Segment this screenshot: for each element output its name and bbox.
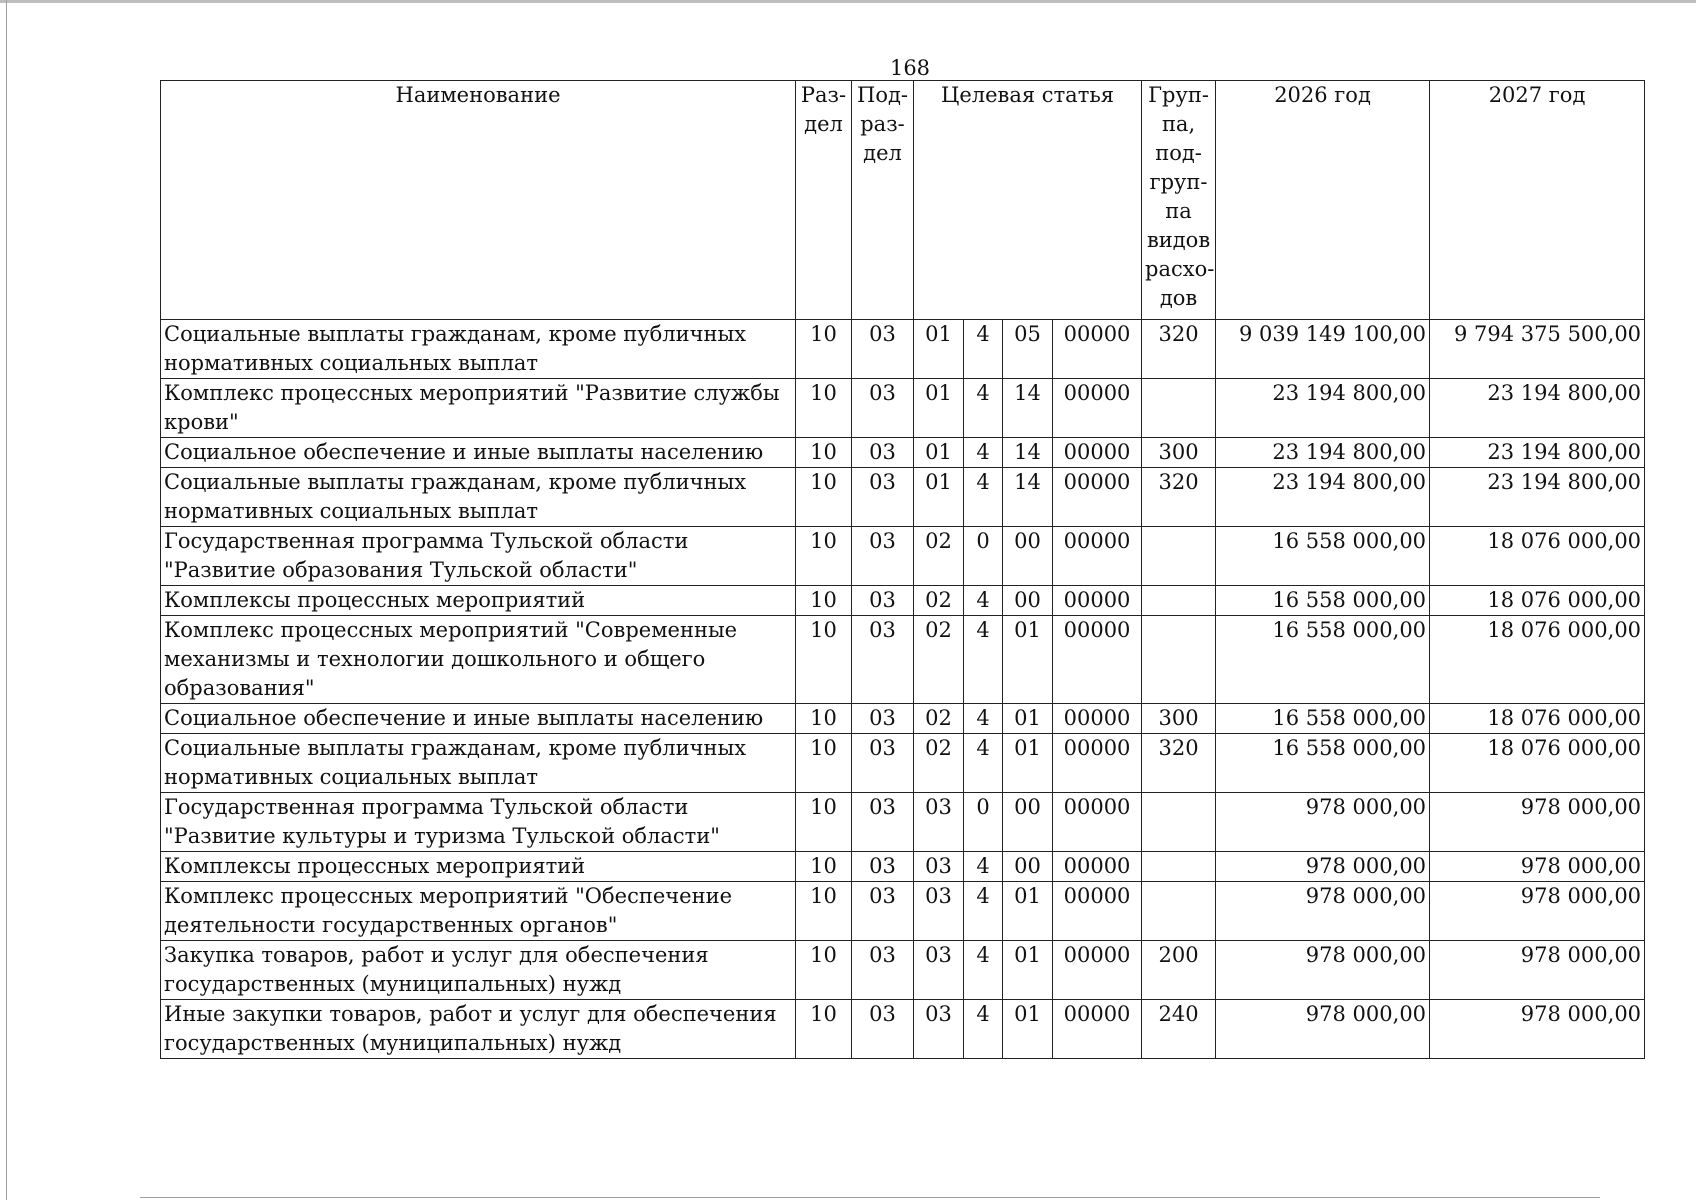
cell-expense-group <box>1142 616 1216 704</box>
header-group-line: дов <box>1159 286 1198 310</box>
cell-podrazdel: 03 <box>852 734 914 793</box>
cell-name: Социальные выплаты гражданам, кроме публичных нормативных социальных выплат <box>161 320 796 379</box>
cell-target-direction: 00000 <box>1053 734 1142 793</box>
cell-target-structure: 05 <box>1003 320 1053 379</box>
cell-target-structure: 14 <box>1003 438 1053 468</box>
cell-name: Социальные выплаты гражданам, кроме публичных нормативных социальных выплат <box>161 468 796 527</box>
cell-expense-group <box>1142 379 1216 438</box>
cell-target-direction: 00000 <box>1053 468 1142 527</box>
cell-amount-2026: 978 000,00 <box>1216 941 1430 1000</box>
cell-target-type: 4 <box>964 852 1003 882</box>
cell-expense-group: 240 <box>1142 1000 1216 1059</box>
cell-name: Социальное обеспечение и иные выплаты населению <box>161 704 796 734</box>
cell-name: Иные закупки товаров, работ и услуг для обеспечения государственных (муниципальных) нужд <box>161 1000 796 1059</box>
header-podrazdel-line: раз- <box>860 112 905 136</box>
cell-amount-2026: 16 558 000,00 <box>1216 527 1430 586</box>
cell-target-structure: 01 <box>1003 616 1053 704</box>
cell-target-program: 03 <box>914 882 964 941</box>
cell-amount-2027: 978 000,00 <box>1430 882 1645 941</box>
cell-razdel: 10 <box>796 793 852 852</box>
cell-razdel: 10 <box>796 734 852 793</box>
cell-podrazdel: 03 <box>852 852 914 882</box>
cell-expense-group: 320 <box>1142 320 1216 379</box>
cell-target-program: 02 <box>914 586 964 616</box>
cell-target-direction: 00000 <box>1053 586 1142 616</box>
cell-target-structure: 14 <box>1003 468 1053 527</box>
cell-target-type: 4 <box>964 882 1003 941</box>
table-row <box>161 941 1645 1000</box>
cell-expense-group: 300 <box>1142 704 1216 734</box>
cell-podrazdel: 03 <box>852 616 914 704</box>
cell-podrazdel: 03 <box>852 586 914 616</box>
cell-target-direction: 00000 <box>1053 852 1142 882</box>
cell-amount-2027: 18 076 000,00 <box>1430 616 1645 704</box>
cell-target-structure: 00 <box>1003 793 1053 852</box>
header-group-line: Груп- <box>1148 83 1209 107</box>
cell-amount-2026: 16 558 000,00 <box>1216 616 1430 704</box>
header-podrazdel <box>852 81 914 320</box>
cell-amount-2026: 978 000,00 <box>1216 793 1430 852</box>
table-row <box>161 616 1645 704</box>
header-podrazdel-line: Под- <box>857 83 908 107</box>
cell-amount-2027: 18 076 000,00 <box>1430 586 1645 616</box>
cell-amount-2026: 23 194 800,00 <box>1216 438 1430 468</box>
cell-target-program: 01 <box>914 438 964 468</box>
cell-target-structure: 14 <box>1003 379 1053 438</box>
header-row <box>161 81 1645 320</box>
cell-target-type: 4 <box>964 586 1003 616</box>
cell-amount-2026: 16 558 000,00 <box>1216 704 1430 734</box>
cell-podrazdel: 03 <box>852 882 914 941</box>
cell-razdel: 10 <box>796 941 852 1000</box>
header-razdel-line: Раз- <box>800 83 847 107</box>
cell-name: Комплекс процессных мероприятий "Обеспечение деятельности государственных органов" <box>161 882 796 941</box>
cell-name: Социальное обеспечение и иные выплаты населению <box>161 438 796 468</box>
cell-target-type: 4 <box>964 379 1003 438</box>
cell-name: Государственная программа Тульской области "Развитие культуры и туризма Тульской области" <box>161 793 796 852</box>
header-group <box>1142 81 1216 320</box>
cell-target-structure: 01 <box>1003 704 1053 734</box>
cell-target-direction: 00000 <box>1053 616 1142 704</box>
scan-edge-bottom <box>140 1197 1600 1198</box>
cell-podrazdel: 03 <box>852 704 914 734</box>
cell-amount-2026: 978 000,00 <box>1216 1000 1430 1059</box>
cell-target-type: 4 <box>964 1000 1003 1059</box>
cell-amount-2026: 16 558 000,00 <box>1216 586 1430 616</box>
cell-target-direction: 00000 <box>1053 379 1142 438</box>
table-row <box>161 438 1645 468</box>
cell-amount-2027: 9 794 375 500,00 <box>1430 320 1645 379</box>
header-group-line: видов <box>1146 228 1211 252</box>
cell-name: Государственная программа Тульской области "Развитие образования Тульской области" <box>161 527 796 586</box>
cell-target-direction: 00000 <box>1053 320 1142 379</box>
cell-target-direction: 00000 <box>1053 941 1142 1000</box>
header-year-2026: 2026 год <box>1216 81 1430 320</box>
cell-name: Закупка товаров, работ и услуг для обеспечения государственных (муниципальных) нужд <box>161 941 796 1000</box>
cell-target-type: 0 <box>964 527 1003 586</box>
cell-target-type: 4 <box>964 438 1003 468</box>
cell-amount-2027: 978 000,00 <box>1430 852 1645 882</box>
header-razdel-line: дел <box>804 112 843 136</box>
header-year-2027: 2027 год <box>1430 81 1645 320</box>
header-group-line: па, <box>1161 112 1196 136</box>
cell-amount-2026: 23 194 800,00 <box>1216 468 1430 527</box>
cell-target-program: 03 <box>914 852 964 882</box>
cell-razdel: 10 <box>796 527 852 586</box>
table-row <box>161 468 1645 527</box>
cell-name: Комплекс процессных мероприятий "Развитие службы крови" <box>161 379 796 438</box>
header-group-line: под- <box>1155 141 1202 165</box>
cell-target-structure: 00 <box>1003 852 1053 882</box>
cell-name: Социальные выплаты гражданам, кроме публичных нормативных социальных выплат <box>161 734 796 793</box>
header-razdel <box>796 81 852 320</box>
cell-amount-2027: 18 076 000,00 <box>1430 527 1645 586</box>
cell-podrazdel: 03 <box>852 468 914 527</box>
cell-target-direction: 00000 <box>1053 704 1142 734</box>
header-target: Целевая статья <box>914 81 1142 320</box>
cell-target-type: 4 <box>964 468 1003 527</box>
cell-podrazdel: 03 <box>852 379 914 438</box>
cell-target-type: 4 <box>964 704 1003 734</box>
cell-podrazdel: 03 <box>852 527 914 586</box>
cell-target-program: 03 <box>914 1000 964 1059</box>
cell-razdel: 10 <box>796 320 852 379</box>
table-row <box>161 379 1645 438</box>
cell-target-type: 4 <box>964 734 1003 793</box>
cell-razdel: 10 <box>796 468 852 527</box>
cell-target-type: 4 <box>964 320 1003 379</box>
cell-target-direction: 00000 <box>1053 1000 1142 1059</box>
cell-target-structure: 00 <box>1003 586 1053 616</box>
cell-amount-2027: 18 076 000,00 <box>1430 734 1645 793</box>
cell-target-structure: 01 <box>1003 1000 1053 1059</box>
cell-podrazdel: 03 <box>852 1000 914 1059</box>
cell-razdel: 10 <box>796 882 852 941</box>
cell-amount-2027: 978 000,00 <box>1430 941 1645 1000</box>
header-group-line: груп- <box>1149 170 1208 194</box>
cell-expense-group <box>1142 527 1216 586</box>
cell-razdel: 10 <box>796 616 852 704</box>
cell-target-direction: 00000 <box>1053 793 1142 852</box>
cell-razdel: 10 <box>796 704 852 734</box>
table-row <box>161 793 1645 852</box>
cell-name: Комплекс процессных мероприятий "Современные механизмы и технологии дошкольного и общего образования" <box>161 616 796 704</box>
cell-podrazdel: 03 <box>852 320 914 379</box>
cell-expense-group <box>1142 882 1216 941</box>
cell-target-program: 02 <box>914 527 964 586</box>
table-row <box>161 527 1645 586</box>
cell-target-program: 02 <box>914 616 964 704</box>
cell-target-program: 01 <box>914 468 964 527</box>
cell-razdel: 10 <box>796 1000 852 1059</box>
cell-amount-2027: 18 076 000,00 <box>1430 704 1645 734</box>
cell-amount-2026: 978 000,00 <box>1216 852 1430 882</box>
cell-target-direction: 00000 <box>1053 527 1142 586</box>
cell-podrazdel: 03 <box>852 438 914 468</box>
cell-amount-2027: 23 194 800,00 <box>1430 468 1645 527</box>
cell-target-direction: 00000 <box>1053 438 1142 468</box>
cell-podrazdel: 03 <box>852 793 914 852</box>
cell-expense-group <box>1142 586 1216 616</box>
cell-name: Комплексы процессных мероприятий <box>161 852 796 882</box>
cell-razdel: 10 <box>796 438 852 468</box>
table-row <box>161 1000 1645 1059</box>
header-podrazdel-line: дел <box>863 141 902 165</box>
cell-target-type: 4 <box>964 616 1003 704</box>
cell-target-program: 01 <box>914 320 964 379</box>
table-row <box>161 734 1645 793</box>
cell-target-structure: 01 <box>1003 734 1053 793</box>
cell-name: Комплексы процессных мероприятий <box>161 586 796 616</box>
cell-amount-2026: 9 039 149 100,00 <box>1216 320 1430 379</box>
cell-expense-group: 200 <box>1142 941 1216 1000</box>
cell-amount-2027: 23 194 800,00 <box>1430 379 1645 438</box>
scan-edge-top <box>0 0 1696 3</box>
cell-podrazdel: 03 <box>852 941 914 1000</box>
budget-table <box>160 80 1645 1059</box>
header-group-line: па <box>1165 199 1192 223</box>
cell-amount-2027: 978 000,00 <box>1430 793 1645 852</box>
cell-amount-2027: 978 000,00 <box>1430 1000 1645 1059</box>
cell-target-type: 0 <box>964 793 1003 852</box>
cell-expense-group: 320 <box>1142 734 1216 793</box>
cell-razdel: 10 <box>796 586 852 616</box>
cell-amount-2026: 978 000,00 <box>1216 882 1430 941</box>
cell-expense-group <box>1142 852 1216 882</box>
cell-razdel: 10 <box>796 379 852 438</box>
cell-target-program: 01 <box>914 379 964 438</box>
page-number: 168 <box>889 56 931 80</box>
header-group-line: расхо- <box>1145 257 1215 281</box>
cell-expense-group <box>1142 793 1216 852</box>
cell-target-program: 03 <box>914 941 964 1000</box>
cell-target-program: 02 <box>914 704 964 734</box>
cell-razdel: 10 <box>796 852 852 882</box>
cell-amount-2027: 23 194 800,00 <box>1430 438 1645 468</box>
cell-target-structure: 00 <box>1003 527 1053 586</box>
cell-expense-group: 320 <box>1142 468 1216 527</box>
cell-amount-2026: 23 194 800,00 <box>1216 379 1430 438</box>
cell-target-program: 02 <box>914 734 964 793</box>
cell-target-type: 4 <box>964 941 1003 1000</box>
table-row <box>161 586 1645 616</box>
cell-amount-2026: 16 558 000,00 <box>1216 734 1430 793</box>
cell-target-structure: 01 <box>1003 882 1053 941</box>
cell-target-program: 03 <box>914 793 964 852</box>
cell-target-direction: 00000 <box>1053 882 1142 941</box>
table-row <box>161 704 1645 734</box>
table-row <box>161 882 1645 941</box>
table-row <box>161 852 1645 882</box>
cell-target-structure: 01 <box>1003 941 1053 1000</box>
scan-edge-left <box>6 0 7 1200</box>
cell-expense-group: 300 <box>1142 438 1216 468</box>
header-name: Наименование <box>161 81 796 320</box>
table-row <box>161 320 1645 379</box>
